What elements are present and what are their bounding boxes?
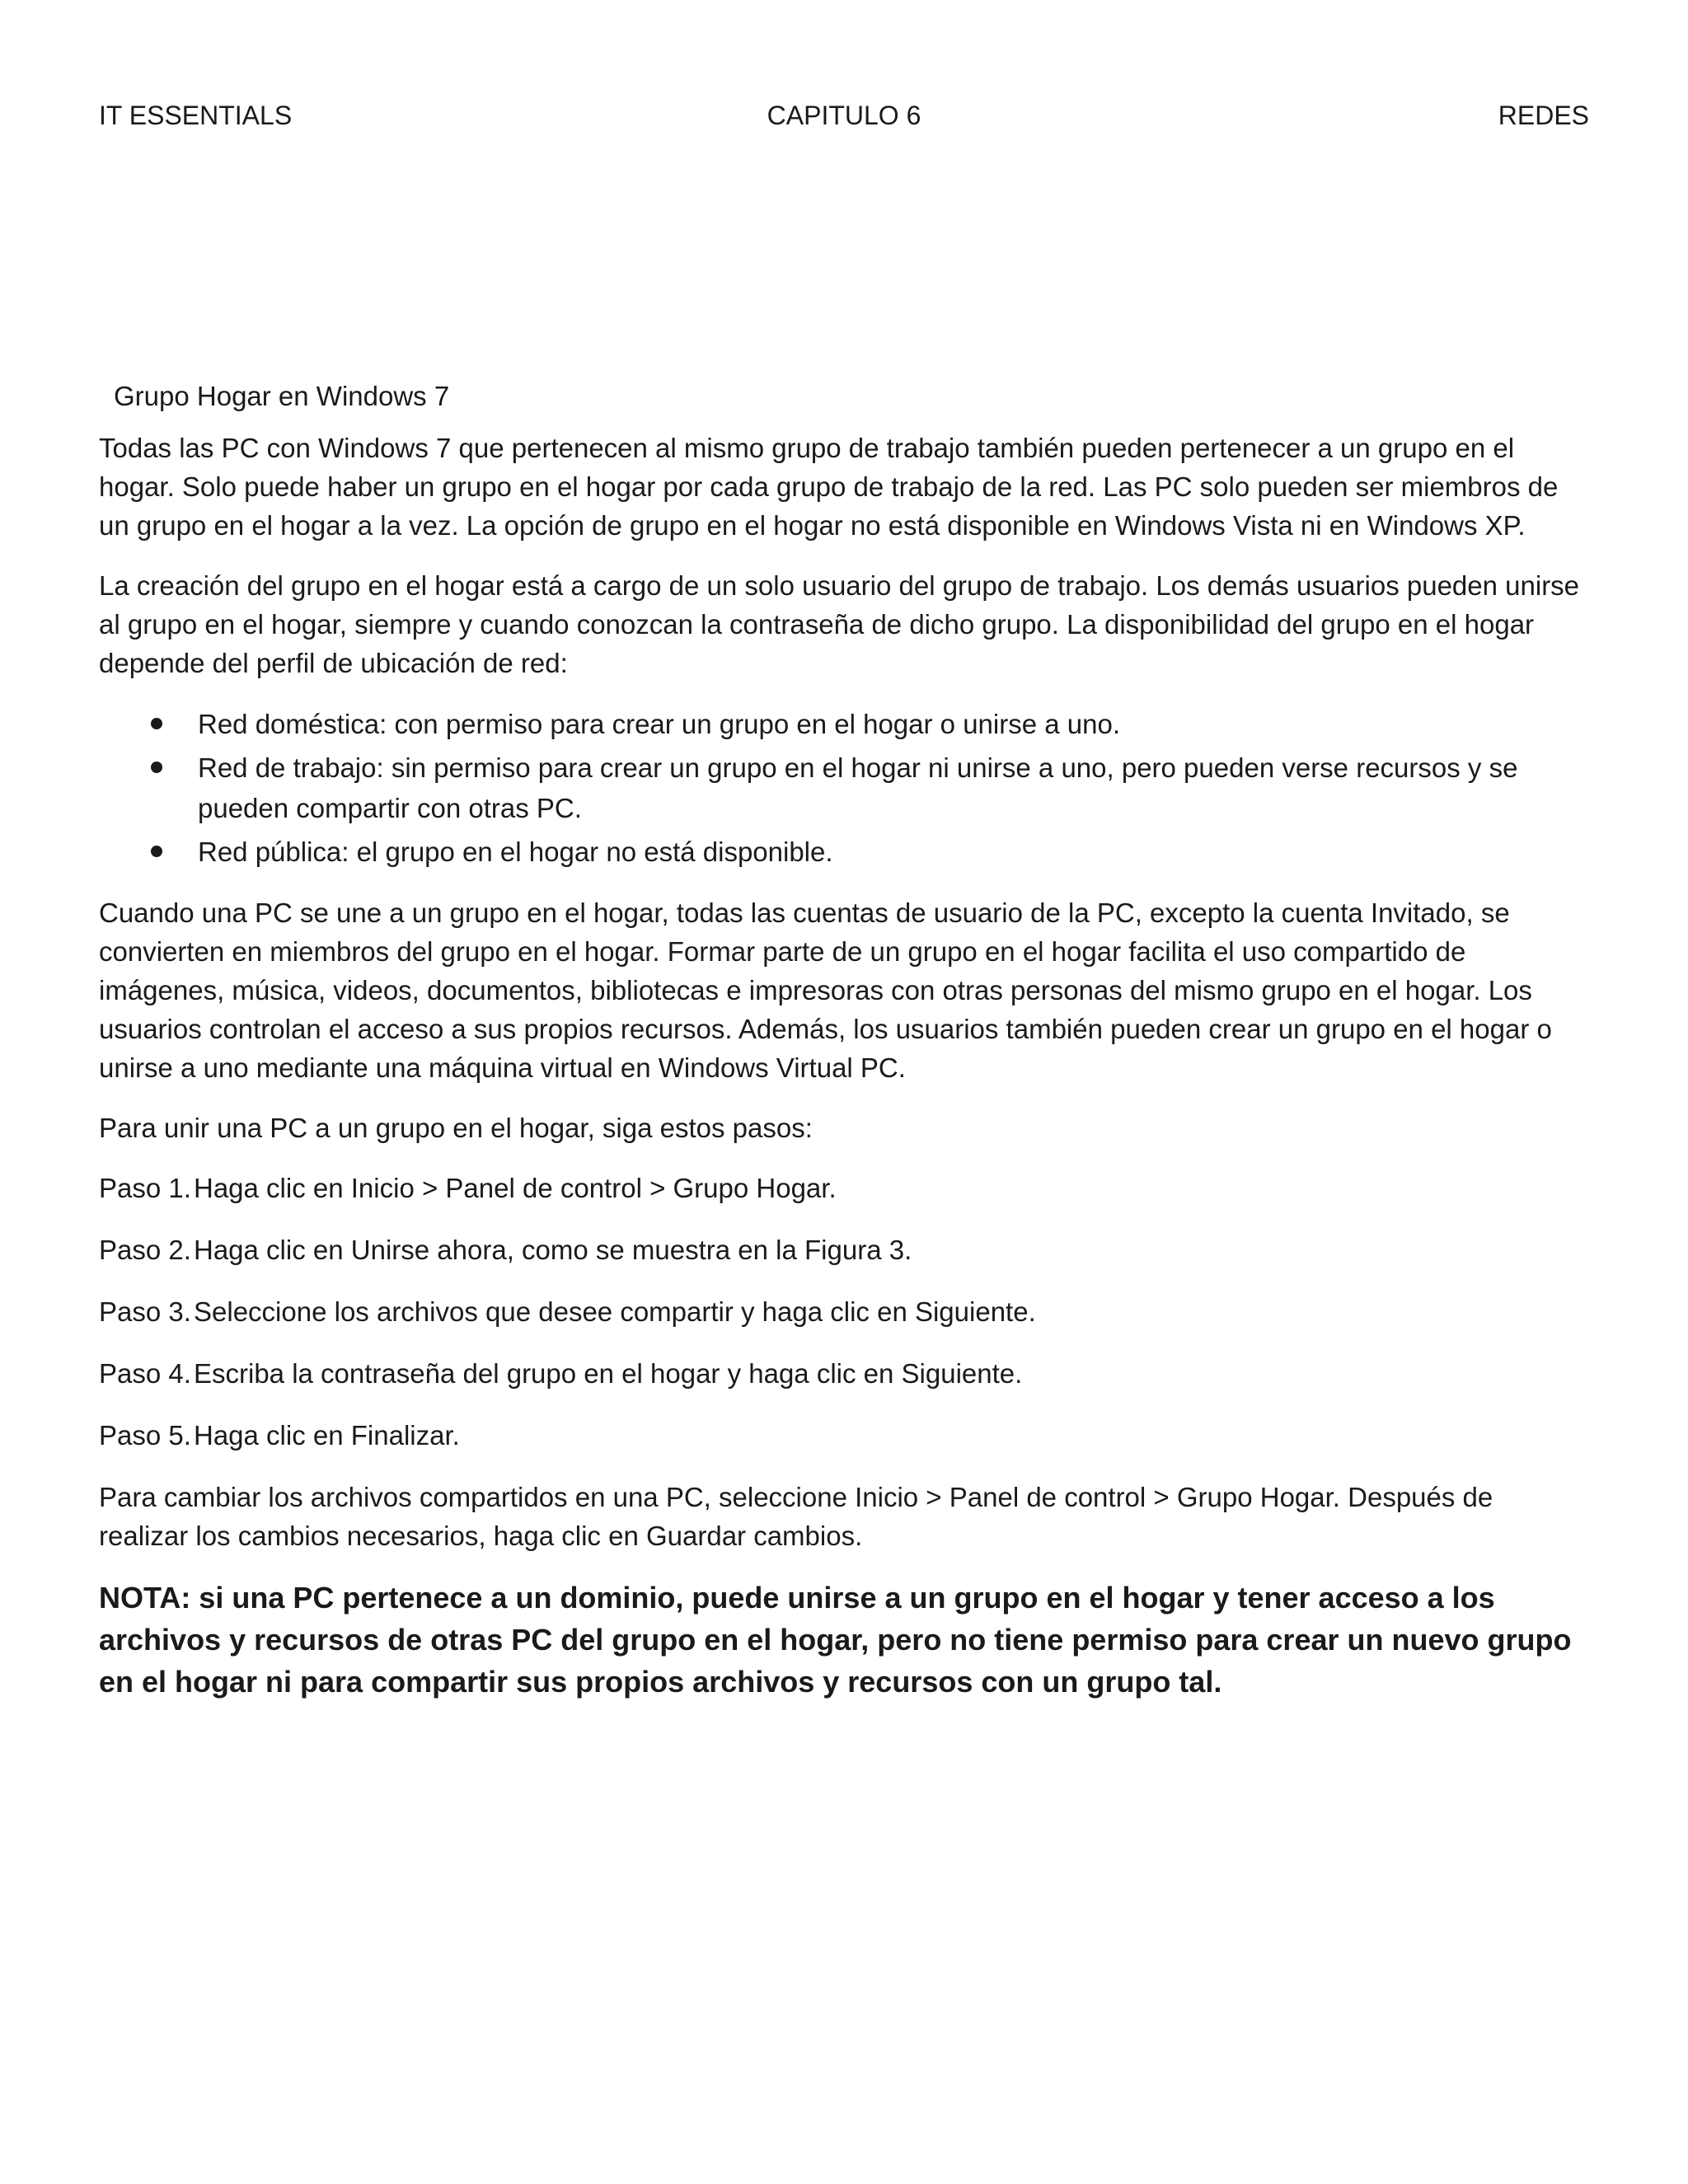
- page-header: [99, 97, 1589, 134]
- step-text: Haga clic en Inicio > Panel de control > Grupo Hogar.: [194, 1173, 837, 1203]
- step-item: [99, 1292, 1589, 1331]
- list-item: [99, 704, 1589, 744]
- header-center-text: CAPITULO 6: [767, 101, 921, 130]
- paragraph-steps-intro: Para unir una PC a un grupo en el hogar, siga estos pasos:: [99, 1113, 813, 1143]
- step-label: Paso 5.: [99, 1420, 191, 1451]
- step-label: Paso 3.: [99, 1296, 191, 1327]
- note-text: NOTA: si una PC pertenece a un dominio, puede unirse a un grupo en el hogar y tener acceso a los archivos y recursos de otras PC del grupo en el hogar, pero no tiene permiso para crear un nuevo grupo en el hogar ni para compartir sus propios archivos y recursos con un grupo tal.: [99, 1581, 1572, 1699]
- list-item: [99, 748, 1589, 828]
- step-text: Escriba la contraseña del grupo en el hogar y haga clic en Siguiente.: [194, 1358, 1023, 1389]
- step-item: [99, 1416, 1589, 1455]
- section-title: Grupo Hogar en Windows 7: [114, 381, 450, 411]
- step-item: [99, 1354, 1589, 1393]
- paragraph-creation: La creación del grupo en el hogar está a cargo de un solo usuario del grupo de trabajo. Los demás usuarios pueden unirse al grupo en el hogar, siempre y cuando conozcan la contraseña de dicho grupo. La disponibilidad del grupo en el hogar depende del perfil de ubicación de red:: [99, 570, 1580, 678]
- bullet-icon: [151, 718, 162, 729]
- paragraph-intro: Todas las PC con Windows 7 que pertenecen al mismo grupo de trabajo también pueden pertenecer a un grupo en el hogar. Solo puede haber un grupo en el hogar por cada grupo de trabajo de la red. Las PC solo pueden ser miembros de un grupo en el hogar a la vez. La opción de grupo en el hogar no está disponible en Windows Vista ni en Windows XP.: [99, 433, 1559, 541]
- paragraph-change-shared-files: Para cambiar los archivos compartidos en una PC, seleccione Inicio > Panel de control > Grupo Hogar. Después de realizar los cambios necesarios, haga clic en Guardar cambios.: [99, 1482, 1493, 1551]
- header-left-text: IT ESSENTIALS: [99, 101, 293, 130]
- step-text: Haga clic en Unirse ahora, como se muestra en la Figura 3.: [194, 1235, 912, 1265]
- list-item-text: Red pública: el grupo en el hogar no está disponible.: [198, 837, 833, 867]
- list-item: [99, 832, 1589, 872]
- list-item-text: Red doméstica: con permiso para crear un grupo en el hogar o unirse a uno.: [198, 709, 1120, 739]
- paragraph-membership: Cuando una PC se une a un grupo en el hogar, todas las cuentas de usuario de la PC, excepto la cuenta Invitado, se convierten en miembros del grupo en el hogar. Formar parte de un grupo en el hogar facilita el uso compartido de imágenes, música, videos, documentos, bibliotecas e impresoras con otras personas del mismo grupo en el hogar. Los usuarios controlan el acceso a sus propios recursos. Además, los usuarios también pueden crear un grupo en el hogar o unirse a uno mediante una máquina virtual en Windows Virtual PC.: [99, 898, 1552, 1083]
- step-item: [99, 1169, 1589, 1207]
- step-text: Seleccione los archivos que desee compartir y haga clic en Siguiente.: [194, 1296, 1036, 1327]
- step-label: Paso 1.: [99, 1173, 191, 1203]
- step-label: Paso 4.: [99, 1358, 191, 1389]
- bullet-icon: [151, 846, 162, 857]
- list-item-text: Red de trabajo: sin permiso para crear un grupo en el hogar ni unirse a uno, pero pueden verse recursos y se pueden compartir con otras PC.: [198, 752, 1518, 823]
- bullet-icon: [151, 762, 162, 773]
- header-right-text: REDES: [1498, 101, 1589, 130]
- step-item: [99, 1230, 1589, 1269]
- step-text: Haga clic en Finalizar.: [194, 1420, 460, 1451]
- step-label: Paso 2.: [99, 1235, 191, 1265]
- network-profile-list: [99, 704, 1589, 872]
- document-body: [99, 376, 1589, 1703]
